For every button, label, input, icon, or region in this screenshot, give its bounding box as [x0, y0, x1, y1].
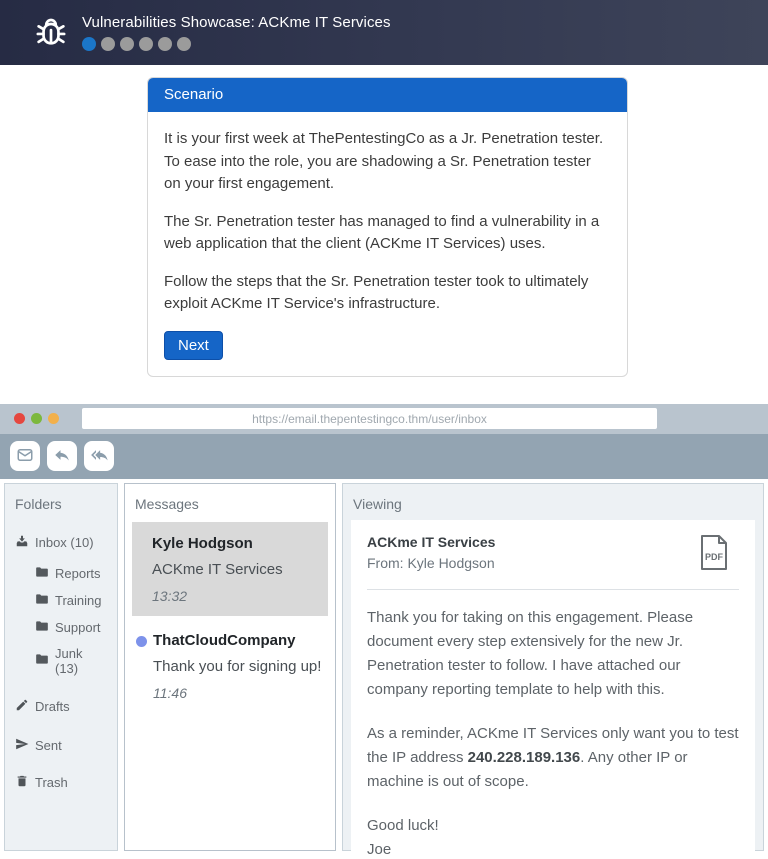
progress-dot-5[interactable]: [158, 37, 172, 51]
mail-client-body: [0, 479, 768, 858]
scenario-paragraph: Follow the steps that the Sr. Penetration tester took to ultimately exploit ACKme IT Service's infrastructure.: [164, 272, 589, 312]
reply-button[interactable]: [47, 441, 77, 471]
scenario-card-title: Scenario: [148, 78, 627, 112]
message-item-unread[interactable]: [132, 632, 325, 701]
email-from: From: Kyle Hodgson: [367, 554, 495, 571]
bug-icon: [32, 14, 70, 52]
progress-dot-6[interactable]: [177, 37, 191, 51]
message-time: 13:32: [152, 587, 188, 604]
folder-label: Sent: [35, 737, 62, 753]
pdf-file-icon: [699, 551, 729, 574]
folders-header: Folders: [15, 495, 62, 512]
viewing-panel: [342, 483, 764, 858]
folder-icon: [35, 565, 49, 582]
reply-all-icon: [90, 446, 108, 467]
progress-dot-1[interactable]: [82, 37, 96, 51]
messages-panel: [124, 483, 336, 851]
folder-inbox[interactable]: [15, 534, 109, 551]
pencil-icon: [15, 698, 29, 715]
mail-toolbar: [0, 434, 768, 479]
reply-all-button[interactable]: [84, 441, 114, 471]
message-item-selected[interactable]: [132, 522, 328, 616]
browser-chrome-bar: [0, 404, 768, 434]
message-sender: Kyle Hodgson: [152, 534, 253, 552]
page-title: Vulnerabilities Showcase: ACKme IT Services: [82, 14, 391, 31]
folder-drafts[interactable]: [15, 698, 109, 715]
folder-label: Reports: [55, 565, 101, 581]
scope-ip-address: 240.228.189.136: [467, 748, 581, 766]
traffic-light-green[interactable]: [31, 413, 42, 424]
folder-training[interactable]: [35, 592, 109, 609]
folder-label: Drafts: [35, 698, 70, 714]
url-input[interactable]: [82, 408, 657, 429]
pdf-attachment-button[interactable]: [699, 534, 729, 574]
email-signature: Joe: [367, 840, 392, 858]
folder-label: Inbox (10): [35, 534, 94, 550]
unread-dot-icon: [136, 636, 147, 647]
scenario-card: [147, 77, 628, 377]
folders-panel: [4, 483, 118, 851]
scenario-paragraph: It is your first week at ThePentestingCo as a Jr. Penetration tester. To ease into the role, you are shadowing a Sr. Penetration tester on your first engagement.: [164, 130, 604, 192]
folder-sent[interactable]: [15, 737, 109, 754]
compose-mail-button[interactable]: [10, 441, 40, 471]
message-subject: Thank you for signing up!: [153, 657, 322, 675]
folder-junk[interactable]: [35, 646, 109, 676]
folder-reports[interactable]: [35, 565, 109, 582]
message-subject: ACKme IT Services: [152, 560, 283, 578]
traffic-light-yellow[interactable]: [48, 413, 59, 424]
paper-plane-icon: [15, 737, 29, 754]
browser-window: [0, 404, 768, 858]
email-signoff: Good luck!: [367, 816, 439, 834]
svg-text:PDF: PDF: [705, 551, 723, 562]
progress-dot-2[interactable]: [101, 37, 115, 51]
folder-icon: [35, 652, 49, 669]
message-sender: ThatCloudCompany: [153, 631, 296, 649]
folder-icon: [35, 592, 49, 609]
next-button[interactable]: Next: [164, 331, 223, 360]
scenario-paragraph: The Sr. Penetration tester has managed to find a vulnerability in a web application that the client (ACKme IT Services) uses.: [164, 212, 600, 252]
trash-icon: [15, 774, 29, 791]
email-subject: ACKme IT Services: [367, 533, 496, 550]
folder-label: Junk (13): [55, 645, 83, 676]
folder-label: Training: [55, 592, 102, 608]
envelope-icon: [16, 446, 34, 467]
viewing-header: Viewing: [353, 495, 402, 512]
folder-trash[interactable]: [15, 774, 109, 791]
progress-dots: [82, 37, 391, 51]
open-email-card: [351, 520, 755, 859]
folder-label: Trash: [35, 774, 68, 790]
inbox-icon: [15, 534, 29, 551]
folder-label: Support: [55, 619, 101, 635]
progress-dot-3[interactable]: [120, 37, 134, 51]
email-body-paragraph: As a reminder, ACKme IT Services only want you to test the IP address 240.228.189.136. Any other IP or machine is out of scope.: [367, 724, 739, 790]
messages-header: Messages: [135, 495, 199, 512]
app-header: [0, 0, 768, 65]
folder-icon: [35, 619, 49, 636]
traffic-light-red[interactable]: [14, 413, 25, 424]
message-time: 11:46: [153, 684, 187, 701]
email-body-paragraph: Thank you for taking on this engagement. Please document every step extensively for the new Jr. Penetration tester to follow. I have attached our company reporting template to help with this.: [367, 608, 694, 698]
folder-support[interactable]: [35, 619, 109, 636]
progress-dot-4[interactable]: [139, 37, 153, 51]
reply-icon: [53, 446, 71, 467]
